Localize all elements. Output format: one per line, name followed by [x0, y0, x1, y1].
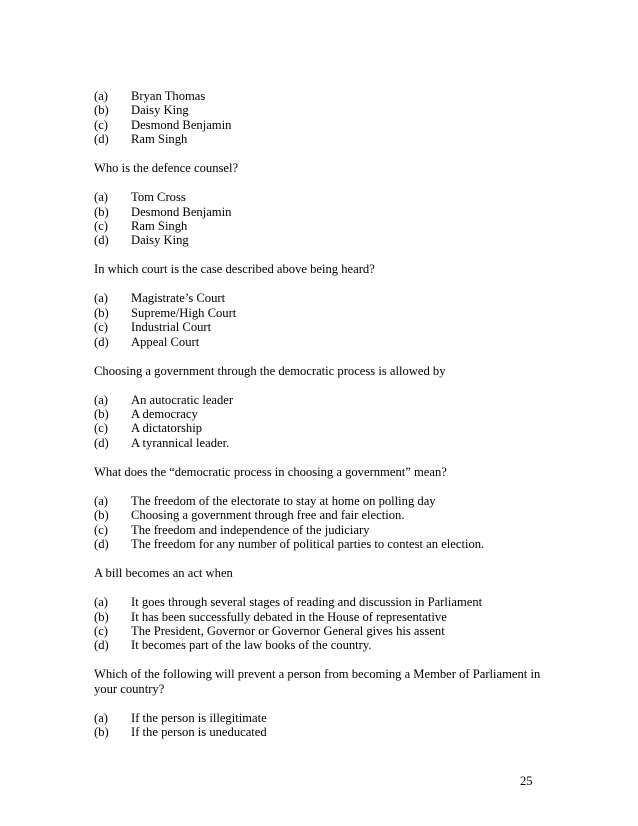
option-text: If the person is illegitimate: [131, 710, 267, 725]
question-block: [94, 262, 564, 349]
option-item: [94, 89, 564, 103]
option-text: Daisy King: [131, 233, 189, 248]
option-item: [94, 233, 564, 247]
option-item: [94, 421, 564, 435]
option-label: (c): [94, 522, 108, 537]
question-block: [94, 89, 564, 147]
option-text: Industrial Court: [131, 320, 212, 335]
option-list: [94, 711, 564, 740]
option-item: [94, 711, 564, 725]
option-list: [94, 494, 564, 552]
option-text: If the person is uneducated: [131, 725, 267, 740]
option-text: Appeal Court: [131, 334, 200, 349]
option-text: It has been successfully debated in the House of representative: [131, 609, 447, 624]
option-label: (a): [94, 493, 108, 508]
option-text: A tyrannical leader.: [131, 435, 230, 450]
option-item: [94, 494, 564, 508]
option-text: It goes through several stages of reading and discussion in Parliament: [131, 595, 483, 610]
option-label: (b): [94, 609, 109, 624]
option-label: (b): [94, 204, 109, 219]
option-item: [94, 291, 564, 305]
option-item: [94, 523, 564, 537]
option-text: The President, Governor or Governor General gives his assent: [131, 623, 445, 638]
option-text: An autocratic leader: [131, 392, 234, 407]
question-text: Who is the defence counsel?: [94, 161, 239, 176]
option-text: The freedom for any number of political parties to contest an election.: [131, 537, 485, 552]
option-list: [94, 291, 564, 349]
option-label: (c): [94, 320, 108, 335]
option-item: [94, 320, 564, 334]
document-page: [94, 89, 564, 754]
option-label: (d): [94, 638, 109, 653]
option-item: [94, 508, 564, 522]
option-label: (a): [94, 710, 108, 725]
question-text: A bill becomes an act when: [94, 566, 233, 581]
option-label: (b): [94, 725, 109, 740]
option-text: Bryan Thomas: [131, 89, 206, 103]
question-block: [94, 465, 564, 552]
option-list: [94, 89, 564, 147]
option-item: [94, 537, 564, 551]
option-label: (a): [94, 392, 108, 407]
question-text: Choosing a government through the democratic process is allowed by: [94, 363, 446, 378]
option-item: [94, 190, 564, 204]
question-text: What does the “democratic process in choosing a government” mean?: [94, 464, 447, 479]
option-item: [94, 393, 564, 407]
option-list: [94, 393, 564, 451]
option-item: [94, 595, 564, 609]
question-text: Which of the following will prevent a person from becoming a Member of Parliament in your country?: [94, 667, 541, 696]
option-label: (b): [94, 305, 109, 320]
option-label: (c): [94, 219, 108, 234]
option-item: [94, 638, 564, 652]
option-text: Desmond Benjamin: [131, 204, 232, 219]
option-label: (b): [94, 103, 109, 118]
option-text: It becomes part of the law books of the country.: [131, 638, 372, 653]
option-item: [94, 205, 564, 219]
option-text: Ram Singh: [131, 132, 188, 147]
page-number: 25: [520, 774, 533, 788]
option-label: (d): [94, 233, 109, 248]
option-item: [94, 624, 564, 638]
option-label: (b): [94, 407, 109, 422]
option-text: Supreme/High Court: [131, 305, 237, 320]
option-label: (c): [94, 623, 108, 638]
option-text: A dictatorship: [131, 421, 203, 436]
option-text: Daisy King: [131, 103, 189, 118]
option-text: Tom Cross: [131, 190, 186, 205]
option-item: [94, 436, 564, 450]
option-item: [94, 219, 564, 233]
question-block: [94, 161, 564, 248]
option-item: [94, 610, 564, 624]
option-text: A democracy: [131, 407, 198, 422]
option-text: The freedom and independence of the judiciary: [131, 522, 370, 537]
question-block: [94, 364, 564, 451]
option-text: Ram Singh: [131, 219, 188, 234]
option-label: (d): [94, 132, 109, 147]
option-label: (a): [94, 190, 108, 205]
option-item: [94, 407, 564, 421]
question-text: In which court is the case described above being heard?: [94, 262, 375, 277]
option-item: [94, 132, 564, 146]
option-label: (c): [94, 117, 108, 132]
option-label: (c): [94, 421, 108, 436]
option-item: [94, 306, 564, 320]
option-text: Magistrate’s Court: [131, 291, 226, 306]
option-label: (d): [94, 537, 109, 552]
option-item: [94, 118, 564, 132]
option-label: (a): [94, 595, 108, 610]
option-label: (d): [94, 435, 109, 450]
option-item: [94, 103, 564, 117]
option-list: [94, 595, 564, 653]
option-label: (b): [94, 508, 109, 523]
option-label: (a): [94, 89, 108, 103]
question-block: [94, 667, 564, 739]
option-text: Choosing a government through free and fair election.: [131, 508, 405, 523]
option-item: [94, 335, 564, 349]
option-list: [94, 190, 564, 248]
option-text: Desmond Benjamin: [131, 117, 232, 132]
option-text: The freedom of the electorate to stay at home on polling day: [131, 493, 436, 508]
question-block: [94, 566, 564, 653]
option-item: [94, 725, 564, 739]
option-label: (a): [94, 291, 108, 306]
option-label: (d): [94, 334, 109, 349]
